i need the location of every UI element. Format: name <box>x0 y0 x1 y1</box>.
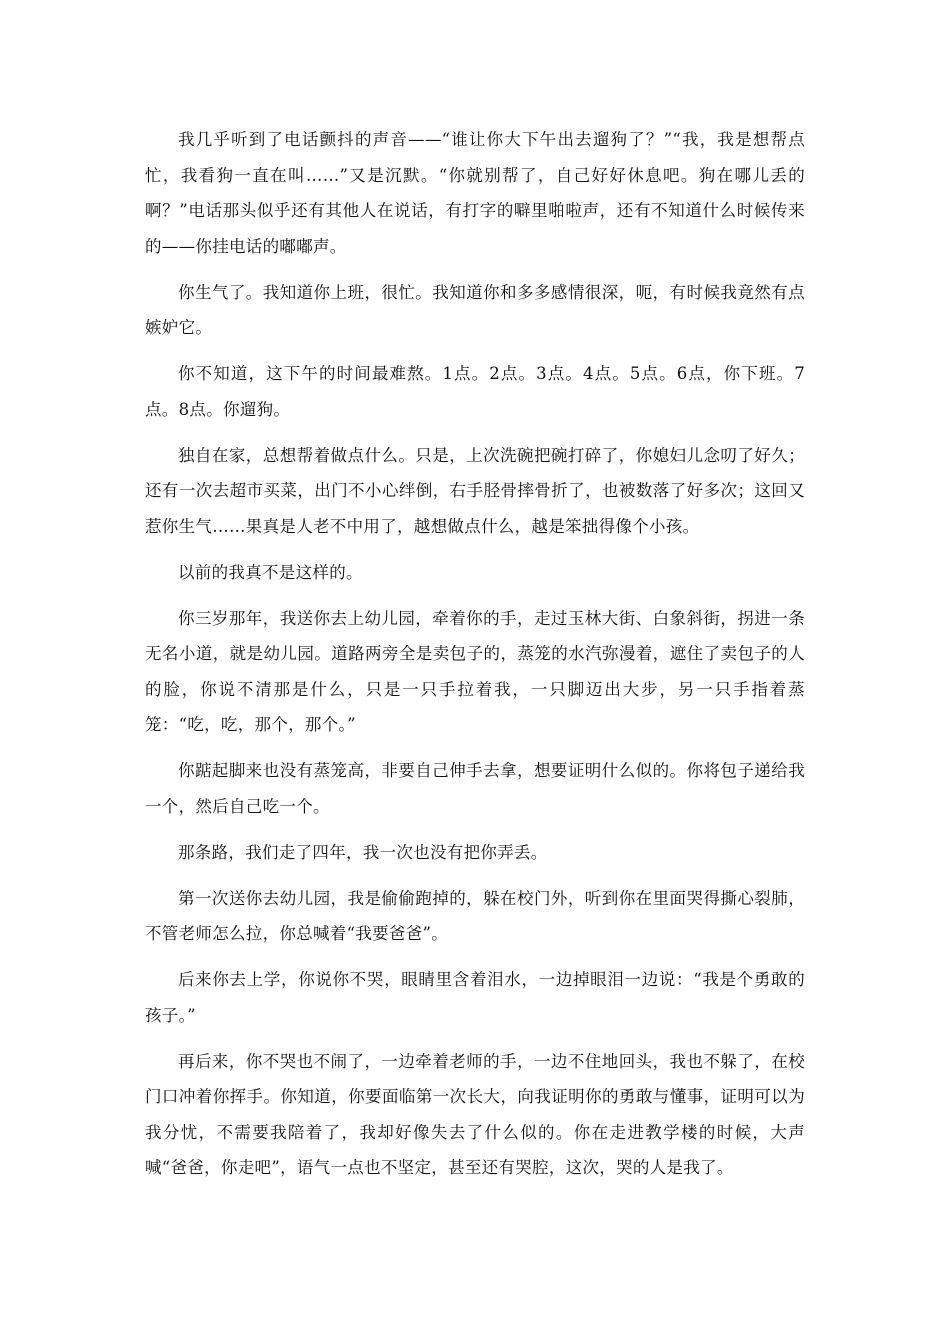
paragraph-8: 那条路，我们走了四年，我一次也没有把你弄丢。 <box>178 842 548 862</box>
paragraph-1: 我几乎听到了电话颤抖的声音——“谁让你大下午出去遛狗了？”“我，我是想帮点忙，我看狗一直在叫……”又是沉默。“你就别帮了，自己好好休息吧。狗在哪儿丢的啊？”电话那头似乎还有其他人在说话，有打字的噼里啪啦声，还有不知道什么时候传来的——你挂电话的嘟嘟声。 <box>145 130 805 256</box>
paragraph-7: 你踮起脚来也没有蒸笼高，非要自己伸手去拿，想要证明什么似的。你将包子递给我一个，然后自己吃一个。 <box>145 761 805 816</box>
paragraph-2: 你生气了。我知道你上班，很忙。我知道你和多多感情很深，呃，有时候我竟然有点嫉妒它。 <box>145 282 805 337</box>
paragraph-3: 你不知道，这下午的时间最难熬。1点。2点。3点。4点。5点。6点，你下班。7点。8点。你遛狗。 <box>145 364 805 419</box>
paragraph-5: 以前的我真不是这样的。 <box>178 562 363 582</box>
paragraph-6: 你三岁那年，我送你去上幼儿园，牵着你的手，走过玉林大街、白象斜街，拐进一条无名小道，就是幼儿园。道路两旁全是卖包子的，蒸笼的水汽弥漫着，遮住了卖包子的人的脸，你说不清那是什么，只是一只手拉着我，一只脚迈出大步，另一只手指着蒸笼：“吃，吃，那个，那个。” <box>145 608 805 734</box>
paragraph-4: 独自在家，总想帮着做点什么。只是，上次洗碗把碗打碎了，你媳妇儿念叨了好久；还有一次去超市买菜，出门不小心绊倒，右手胫骨摔骨折了，也被数落了好多次；这回又惹你生气……果真是人老不中用了，越想做点什么，越是笨拙得像个小孩。 <box>145 445 805 536</box>
paragraph-11: 再后来，你不哭也不闹了，一边牵着老师的手，一边不住地回头，我也不躲了，在校门口冲着你挥手。你知道，你要面临第一次长大，向我证明你的勇敢与懂事，证明可以为我分忧，不需要我陪着了，我却好像失去了什么似的。你在走进教学楼的时候，大声喊“爸爸，你走吧”，语气一点也不坚定，甚至还有哭腔，这次，哭的人是我了。 <box>145 1051 805 1177</box>
paragraph-10: 后来你去上学，你说你不哭，眼睛里含着泪水，一边掉眼泪一边说：“我是个勇敢的孩子。” <box>145 970 805 1025</box>
paragraph-9: 第一次送你去幼儿园，我是偷偷跑掉的，躲在校门外，听到你在里面哭得撕心裂肺，不管老师怎么拉，你总喊着“我要爸爸”。 <box>145 888 805 943</box>
